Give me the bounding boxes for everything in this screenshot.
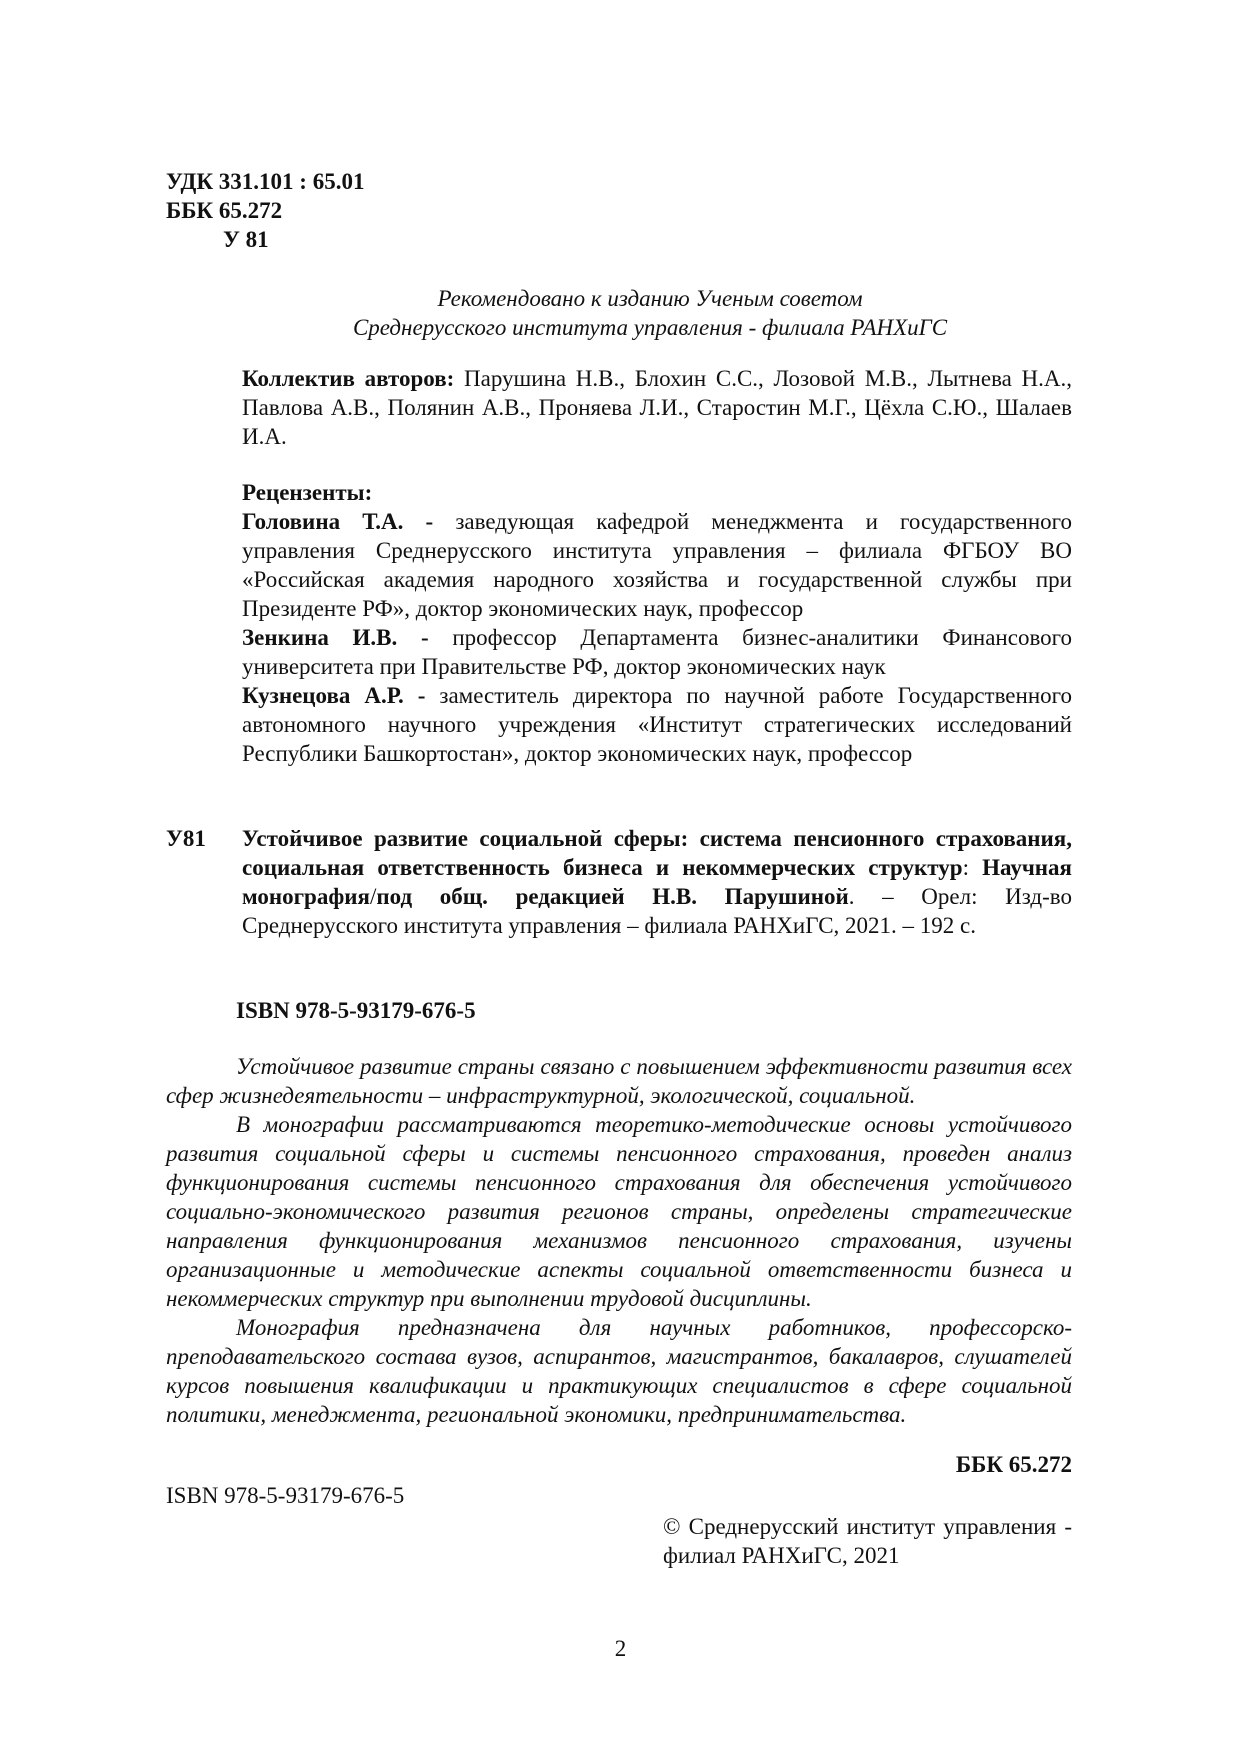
bibliographic-entry: [242, 824, 1072, 940]
page-number: 2: [614, 1636, 627, 1661]
entry-separator: /: [369, 884, 377, 909]
entry-code: У81: [166, 826, 206, 851]
reviewer-item: [242, 507, 1072, 623]
annotation-paragraph: Монография предназначена для научных работников, профессорско-преподавательского состава вузов, аспирантов, магистрантов, бакалавров, слушателей курсов повышения квалификации и практикующих специалистов в сфере социальной политики, менеджмента, региональной экономики, предпринимательства.: [166, 1315, 1072, 1427]
reviewer-item: [242, 623, 1072, 681]
reviewer-text: заведующая кафедрой менеджмента и государственного управления Среднерусского института управления – филиала ФГБОУ ВО «Российская академия народного хозяйства и государственной службы при Президенте РФ», доктор экономических наук, профессор: [242, 509, 1073, 621]
reviewer-item: [242, 681, 1072, 768]
copyright-notice: © Среднерусский институт управления - филиал РАНХиГС, 2021: [663, 1514, 1072, 1568]
entry-title: Устойчивое развитие социальной сферы: система пенсионного страхования, социальная ответственность бизнеса и некоммерческих структур: [242, 826, 1072, 880]
entry-imprint: . – Орел: Изд-во Среднерусского института управления – филиала РАНХиГС, 2021. – 192 с.: [242, 884, 1072, 938]
reviewers-title: Рецензенты:: [242, 480, 373, 505]
annotation-paragraph: В монографии рассматриваются теоретико-методические основы устойчивого развития социальной сферы и системы пенсионного страхования, проведен анализ функционирования системы пенсионного страхования для обеспечения устойчивого социально-экономического развития регионов страны, определены стратегические направления функционирования механизмов пенсионного страхования, изучены организационные и методические аспекты социальной ответственности бизнеса и некоммерческих структур при выполнении трудовой дисциплины.: [166, 1112, 1072, 1311]
reviewer-name: Зенкина И.В. -: [242, 625, 429, 650]
recommendation-line-2: Среднерусского института управления - филиала РАНХиГС: [352, 315, 948, 340]
reviewer-text: заместитель директора по научной работе Государственного автономного научного учреждения «Институт стратегических исследований Республики Башкортостан», доктор экономических наук, профессор: [242, 683, 1072, 766]
entry-subtitle: Научная монография: [242, 855, 1072, 909]
authors-label: Коллектив авторов:: [242, 366, 455, 391]
annotation: [166, 1052, 1072, 1429]
udk-code: УДК 331.101 : 65.01: [166, 169, 365, 194]
annotation-paragraph: Устойчивое развитие страны связано с повышением эффективности развития всех сфер жизнедеятельности – инфраструктурной, экологической, социальной.: [166, 1054, 1072, 1108]
isbn-main: ISBN 978-5-93179-676-5: [236, 998, 476, 1023]
authors-names: Парушина Н.В., Блохин С.С., Лозовой М.В., Лытнева Н.А., Павлова А.В., Полянин А.В., Проняева Л.И., Старостин М.Г., Цёхла С.Ю., Шалаев И.А.: [242, 366, 1073, 449]
author-mark: У 81: [223, 227, 269, 252]
recommendation-note: [300, 284, 1000, 342]
recommendation-line-1: Рекомендовано к изданию Ученым советом: [437, 286, 863, 311]
reviewer-text: профессор Департамента бизнес-аналитики Финансового университета при Правительстве РФ, доктор экономических наук: [242, 625, 1073, 679]
entry-separator: :: [962, 855, 983, 880]
entry-editor: под общ. редакцией Н.В. Парушиной: [376, 884, 849, 909]
bbk-footer: ББК 65.272: [955, 1452, 1072, 1477]
reviewer-name: Кузнецова А.Р. -: [242, 683, 426, 708]
bbk-code: ББК 65.272: [166, 198, 283, 223]
reviewer-name: Головина Т.А. -: [242, 509, 434, 534]
classification-codes: [166, 167, 364, 254]
isbn-footer: ISBN 978-5-93179-676-5: [166, 1483, 405, 1508]
authors-block: [242, 364, 1072, 451]
reviewers-block: [242, 478, 1072, 768]
